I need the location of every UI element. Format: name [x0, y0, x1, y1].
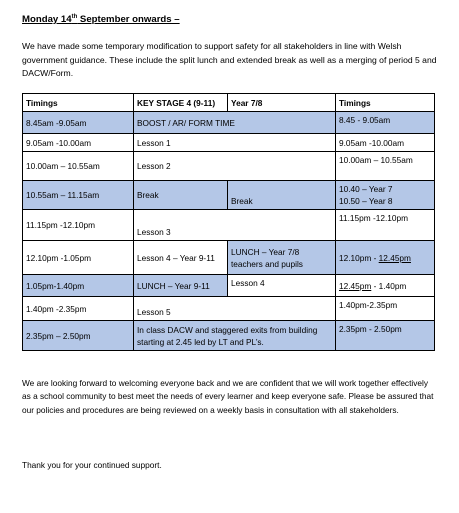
cell-time: 2.35pm - 2.50pm: [336, 321, 435, 351]
cell-time: 1.40pm-2.35pm: [336, 297, 435, 321]
schedule-table: [22, 93, 435, 351]
cell-year78: LUNCH – Year 7/8 teachers and pupils: [228, 241, 336, 275]
cell-time: 8.45 - 9.05am: [336, 112, 435, 134]
cell-year78: Lesson 4: [228, 275, 336, 297]
cell-ks4: Break: [134, 181, 228, 210]
table-row: [23, 241, 435, 275]
cell-time: 12.10pm -1.05pm: [23, 241, 134, 275]
cell-time: 1.05pm-1.40pm: [23, 275, 134, 297]
table-header-row: [23, 94, 435, 112]
cell-time: 11.15pm -12.10pm: [23, 210, 134, 241]
table-row: [23, 297, 435, 321]
table-row: [23, 181, 435, 210]
table-row: [23, 152, 435, 181]
table-row: [23, 210, 435, 241]
cell-activity: In class DACW and staggered exits from building starting at 2.45 led by LT and PL’s.: [134, 321, 336, 351]
cell-activity: Lesson 2: [134, 152, 336, 181]
header-timings-left: Timings: [23, 94, 134, 112]
thanks-line: Thank you for your continued support.: [22, 460, 162, 470]
cell-time: 2.35pm – 2.50pm: [23, 321, 134, 351]
cell-ks4: Lesson 4 – Year 9-11: [134, 241, 228, 275]
cell-activity: Lesson 1: [134, 134, 336, 152]
cell-time: 12.45pm - 1.40pm: [336, 275, 435, 297]
cell-time: 10.00am – 10.55am: [23, 152, 134, 181]
table-row: [23, 275, 435, 297]
cell-activity: Lesson 5: [134, 297, 336, 321]
cell-time: 11.15pm -12.10pm: [336, 210, 435, 241]
table-row: [23, 112, 435, 134]
cell-time: 9.05am -10.00am: [336, 134, 435, 152]
cell-time: 10.55am – 11.15am: [23, 181, 134, 210]
cell-time: 12.10pm - 12.45pm: [336, 241, 435, 275]
cell-time: 9.05am -10.00am: [23, 134, 134, 152]
closing-paragraph: We are looking forward to welcoming everyone back and we are confident that we will work together effectively as a school community to best meet the needs of every learner and keep everyone safe. Please be assured that our policies and procedures are being reviewed on a weekly basis in consultation with all stakeholders.: [22, 378, 434, 415]
table-row: [23, 134, 435, 152]
intro-paragraph: We have made some temporary modification to support safety for all stakeholders in line with Welsh government guidance. These include the split lunch and extended break as well as a merging of period 5 and DACW/Form.: [22, 41, 437, 79]
page-heading: Monday 14th September onwards –: [22, 14, 180, 26]
header-timings-right: Timings: [336, 94, 435, 112]
cell-activity: Lesson 3: [134, 210, 336, 241]
cell-year78: Break: [228, 181, 336, 210]
cell-time: 1.40pm -2.35pm: [23, 297, 134, 321]
cell-ks4: LUNCH – Year 9-11: [134, 275, 228, 297]
table-row: [23, 321, 435, 351]
cell-time: 10.40 – Year 7 10.50 – Year 8: [336, 181, 435, 210]
header-ks4: KEY STAGE 4 (9-11): [134, 94, 228, 112]
cell-time: 8.45am -9.05am: [23, 112, 134, 134]
cell-activity: BOOST / AR/ FORM TIME: [134, 112, 336, 134]
cell-time: 10.00am – 10.55am: [336, 152, 435, 181]
header-year78: Year 7/8: [228, 94, 336, 112]
